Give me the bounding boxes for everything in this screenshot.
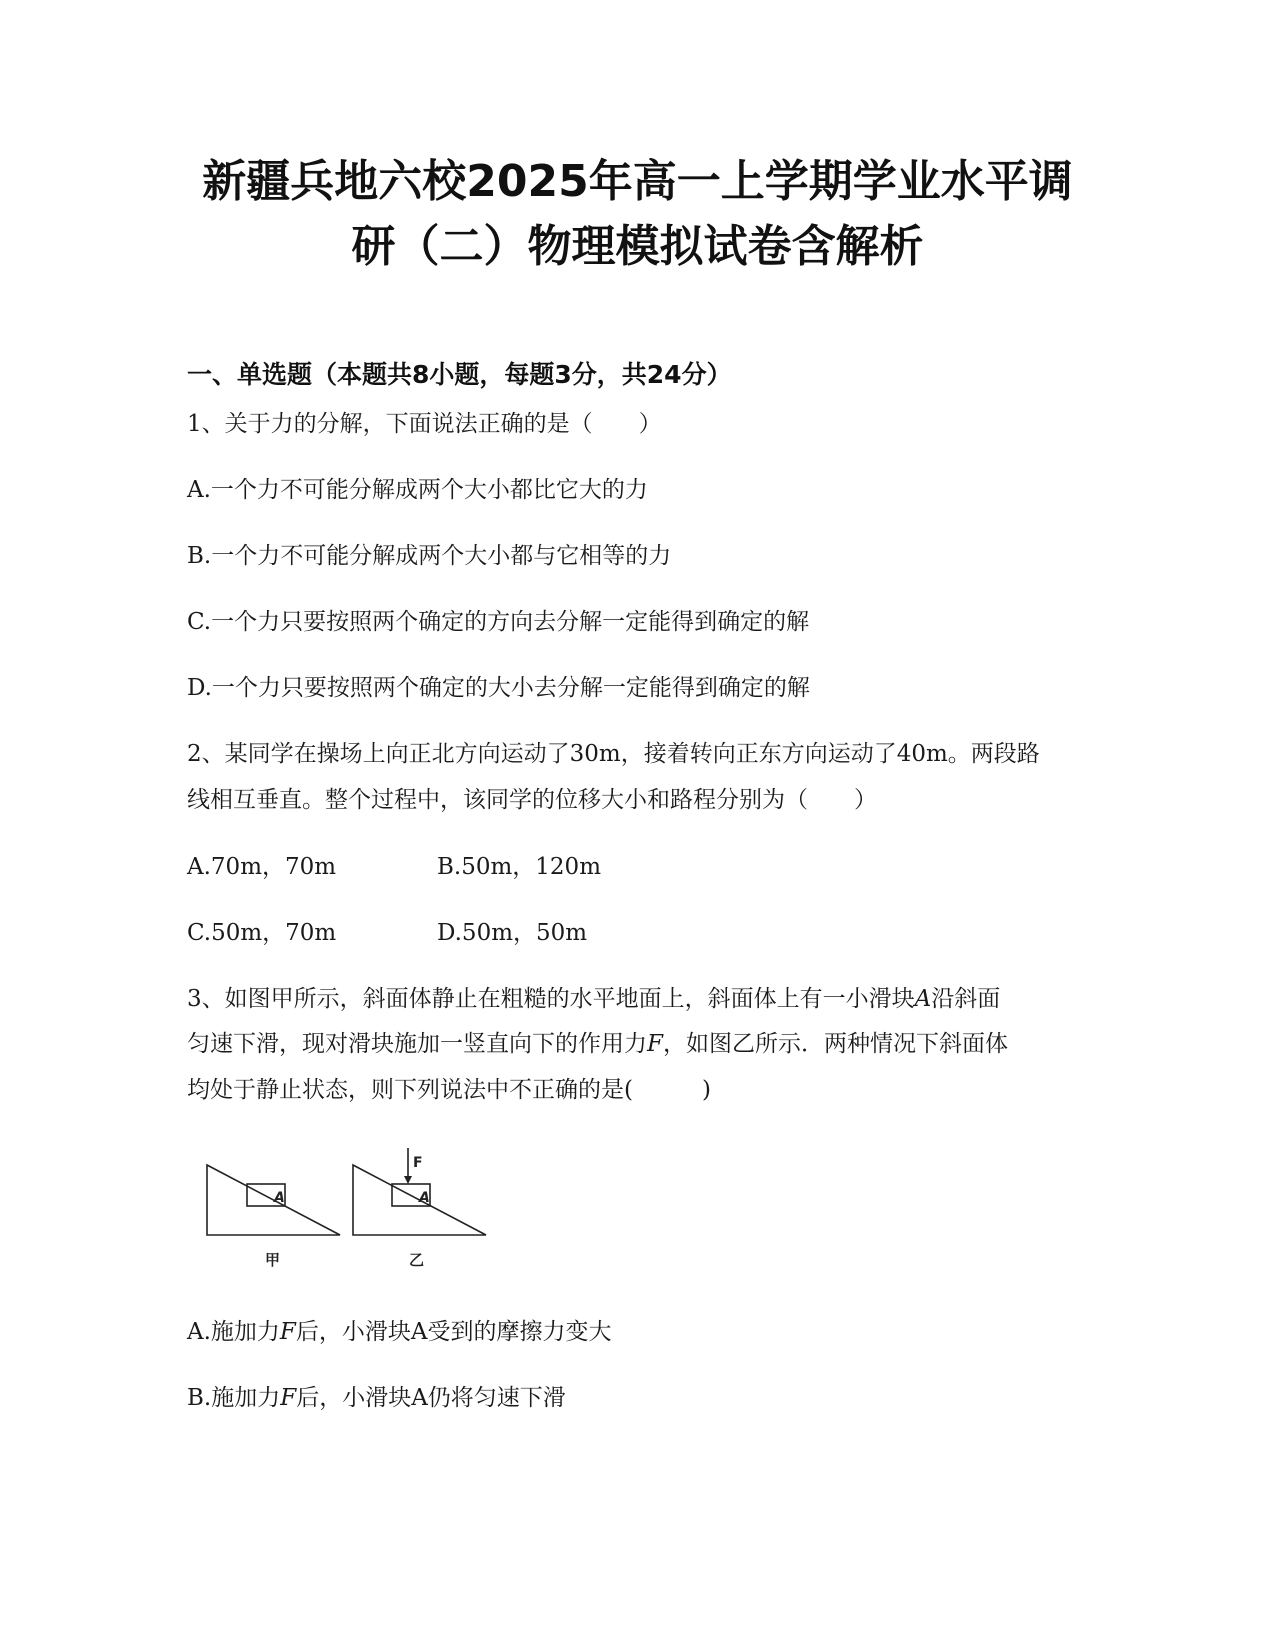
q3-option-text: 后，小滑块A受到的摩擦力变大 <box>295 1319 612 1345</box>
force-label: F <box>413 1155 423 1171</box>
q3-stem-text: ，如图乙所示．两种情况下斜面体 <box>662 1031 1008 1057</box>
block-a-right-label: A <box>419 1190 430 1206</box>
section-heading: 一、单选题（本题共8小题，每题3分，共24分） <box>187 360 732 389</box>
q3-stem-line-2 <box>187 1025 1008 1058</box>
q2-stem-line-2: 线相互垂直。整个过程中，该同学的位移大小和路程分别为（ ） <box>187 787 877 813</box>
block-a-left-label: A <box>274 1190 285 1206</box>
q2-option-a: A.70m，70m <box>187 854 337 880</box>
variable-f: F <box>647 1031 663 1057</box>
variable-f: F <box>280 1385 297 1411</box>
variable-f: F <box>279 1319 296 1345</box>
q3-option-text: A.施加力 <box>187 1319 280 1345</box>
q3-option-text: 后，小滑块A仍将匀速下滑 <box>296 1385 566 1411</box>
q3-option-b <box>187 1379 566 1412</box>
q2-option-b: B.50m，120m <box>437 854 601 880</box>
force-arrowhead <box>404 1176 412 1184</box>
q3-stem-line-1 <box>187 980 1000 1013</box>
q2-option-d: D.50m，50m <box>437 920 588 946</box>
caption-left: 甲 <box>265 1251 281 1269</box>
q1-option-b: B.一个力不可能分解成两个大小都与它相等的力 <box>187 543 672 569</box>
q3-stem-text: 3、如图甲所示，斜面体静止在粗糙的水平地面上，斜面体上有一小滑块 <box>187 986 915 1012</box>
q3-option-text: B.施加力 <box>187 1385 281 1411</box>
q3-stem-line-3: 均处于静止状态，则下列说法中不正确的是( ) <box>187 1077 711 1103</box>
title-line-1: 新疆兵地六校2025年高一上学期学业水平调 <box>202 156 1073 207</box>
q3-stem-text: 匀速下滑，现对滑块施加一竖直向下的作用力 <box>187 1031 647 1057</box>
q1-stem: 1、关于力的分解，下面说法正确的是（ ） <box>187 411 662 437</box>
q1-option-a: A.一个力不可能分解成两个大小都比它大的力 <box>187 477 648 503</box>
caption-right: 乙 <box>409 1251 425 1269</box>
q3-stem-text: 沿斜面 <box>931 986 1001 1012</box>
incline-figure <box>195 1140 495 1275</box>
q3-option-a <box>187 1313 612 1346</box>
q1-option-d: D.一个力只要按照两个确定的大小去分解一定能得到确定的解 <box>187 675 810 701</box>
variable-a: A <box>914 986 932 1012</box>
q2-option-c: C.50m，70m <box>187 920 337 946</box>
q2-stem-line-1: 2、某同学在操场上向正北方向运动了30m，接着转向正东方向运动了40m。两段路 <box>187 741 1040 767</box>
title-line-2: 研（二）物理模拟试卷含解析 <box>351 221 924 272</box>
q1-option-c: C.一个力只要按照两个确定的方向去分解一定能得到确定的解 <box>187 609 810 635</box>
